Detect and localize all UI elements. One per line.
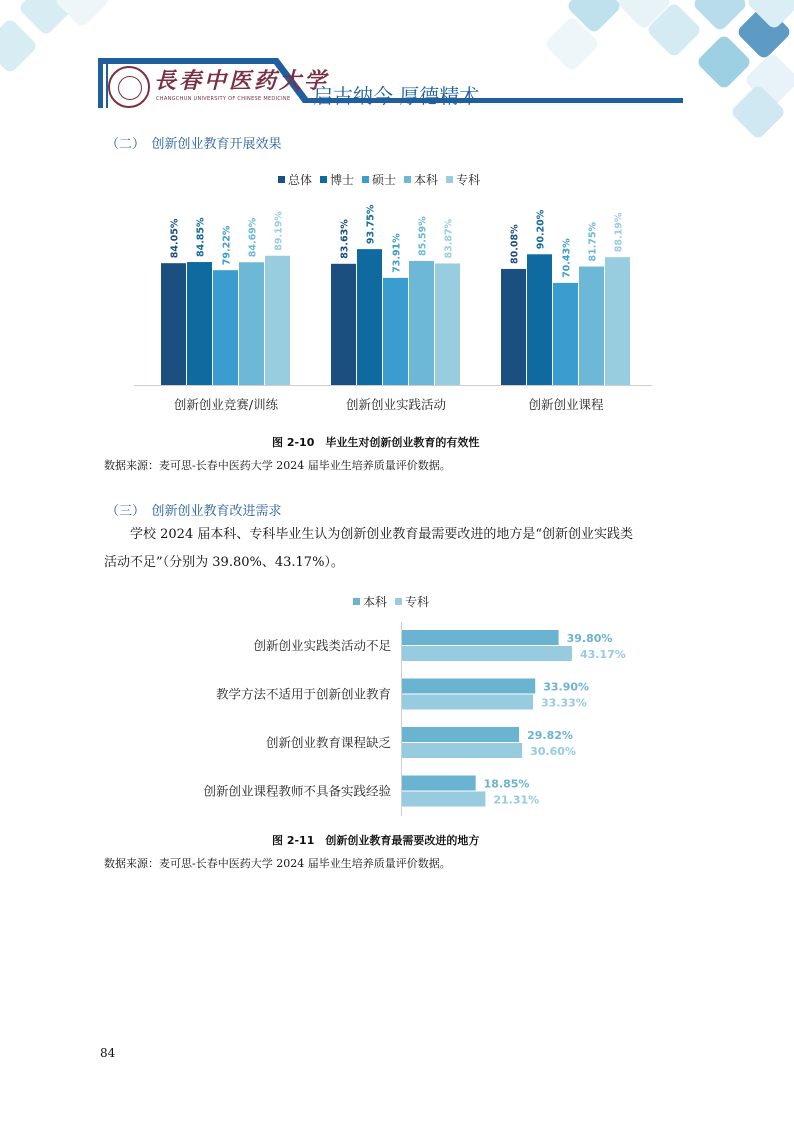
chart1-bar (409, 261, 434, 385)
chart1-data-label: 79.22% (221, 225, 233, 266)
paragraph-line-2: 活动不足”（分别为 39.80%、43.17%）。 (104, 555, 344, 570)
chart2-bar (401, 792, 485, 807)
chart2-category-label: 创新创业实践类活动不足 (253, 638, 391, 653)
chart2-category-label: 创新创业课程教师不具备实践经验 (203, 783, 391, 799)
chart1-legend-label: 总体 (288, 173, 313, 187)
chart1-bar (187, 262, 212, 385)
page-number: 84 (100, 1046, 116, 1060)
chart1-legend-label: 硕士 (372, 173, 397, 187)
chart2-data-label: 43.17% (579, 648, 626, 661)
chart1-bar (553, 283, 578, 385)
chart1-data-label: 70.43% (561, 238, 573, 278)
chart1-data-label: 89.19% (273, 211, 285, 251)
chart2-bar (401, 727, 519, 742)
chart1-legend-swatch (404, 176, 411, 183)
chart1-bar (435, 263, 460, 385)
chart2-bar (401, 630, 559, 645)
chart1-data-label: 84.05% (169, 218, 181, 259)
university-seal-logo (108, 66, 150, 108)
chart1-category-label: 创新创业竞赛/训练 (173, 397, 279, 412)
chart2-legend-item (353, 593, 387, 610)
chart2-bar (401, 743, 522, 758)
chart1-category-label: 创新创业实践活动 (345, 397, 447, 412)
chart2-bar (401, 776, 476, 791)
chart1-legend-label: 专科 (456, 173, 481, 187)
chart-2-11 (140, 620, 680, 820)
chart1-data-label: 83.63% (339, 219, 351, 259)
figure-caption-2-11: 图 2-11 创新创业教育最需要改进的地方 (272, 834, 480, 847)
chart1-data-label: 73.91% (391, 233, 403, 273)
chart1-data-label: 80.08% (509, 224, 521, 264)
chart1-category-label: 创新创业课程 (528, 397, 604, 412)
chart1-legend-item (320, 171, 354, 188)
chart2-legend-swatch (353, 598, 360, 605)
chart1-bar (331, 264, 356, 385)
paragraph-line-1: 学校 2024 届本科、专科毕业生认为创新创业教育最需要改进的地方是“创新创业实践类 (130, 527, 633, 542)
chart1-legend-label: 博士 (330, 173, 355, 187)
chart1-bar (383, 278, 408, 385)
chart1-legend-swatch (362, 176, 369, 183)
chart1-legend-item (404, 171, 438, 188)
chart2-data-label: 30.60% (530, 745, 577, 758)
chart1-bar (501, 269, 526, 385)
chart2-legend (353, 593, 429, 610)
chart1-data-label: 84.69% (247, 217, 259, 258)
chart1-legend-swatch (320, 176, 327, 183)
data-source-2-10: 数据来源：麦可思-长春中医药大学 2024 届毕业生培养质量评价数据。 (104, 459, 451, 472)
chart-2-10 (128, 190, 668, 420)
section-heading-3: （三） 创新创业教育改进需求 (106, 504, 282, 519)
chart1-legend (278, 171, 480, 188)
chart1-data-label: 84.85% (195, 217, 207, 258)
chart2-legend-swatch (395, 598, 402, 605)
chart2-data-label: 21.31% (493, 793, 540, 807)
chart1-bar (605, 257, 630, 385)
university-name-en: CHANGCHUN UNIVERSITY OF CHINESE MEDICINE (156, 96, 291, 102)
chart1-bar (265, 256, 290, 385)
chart1-legend-swatch (278, 176, 285, 183)
chart1-data-label: 83.87% (443, 218, 455, 259)
chart2-category-label: 创新创业教育课程缺乏 (265, 735, 391, 750)
chart2-data-label: 18.85% (483, 777, 530, 791)
chart2-bar (401, 646, 572, 661)
chart1-bar (161, 263, 186, 385)
chart1-legend-item (362, 171, 396, 188)
chart1-data-label: 90.20% (535, 209, 547, 250)
data-source-2-11: 数据来源：麦可思-长春中医药大学 2024 届毕业生培养质量评价数据。 (104, 857, 451, 870)
chart2-data-label: 33.33% (540, 696, 587, 710)
chart1-legend-item (278, 171, 312, 188)
chart1-legend-item (446, 171, 480, 188)
chart2-category-label: 教学方法不适用于创新创业教育 (215, 686, 391, 702)
chart2-legend-label: 本科 (363, 595, 388, 609)
chart1-bar (357, 249, 382, 385)
chart1-data-label: 88.19% (613, 212, 625, 253)
chart2-bar (401, 695, 533, 710)
chart2-data-label: 33.90% (543, 680, 590, 694)
chart1-bar (239, 262, 264, 385)
chart1-bar (213, 270, 238, 385)
chart1-data-label: 93.75% (365, 204, 377, 245)
chart2-data-label: 39.80% (566, 632, 613, 645)
figure-caption-2-10: 图 2-10 毕业生对创新创业教育的有效性 (272, 436, 480, 449)
section-heading-2: （二） 创新创业教育开展效果 (106, 137, 282, 152)
chart1-data-label: 81.75% (587, 221, 599, 262)
chart2-bar (401, 679, 535, 694)
chart1-legend-label: 本科 (414, 173, 439, 187)
chart1-bar (527, 254, 552, 385)
chart1-data-label: 85.59% (417, 216, 429, 256)
chart2-legend-label: 专科 (405, 595, 430, 609)
university-name: 長春中医药大学 (154, 68, 330, 94)
chart1-legend-swatch (446, 176, 453, 183)
chart2-legend-item (395, 593, 429, 610)
university-motto: 启古纳今 厚德精术 (313, 84, 480, 108)
chart2-data-label: 29.82% (527, 729, 573, 742)
chart1-bar (579, 267, 604, 385)
